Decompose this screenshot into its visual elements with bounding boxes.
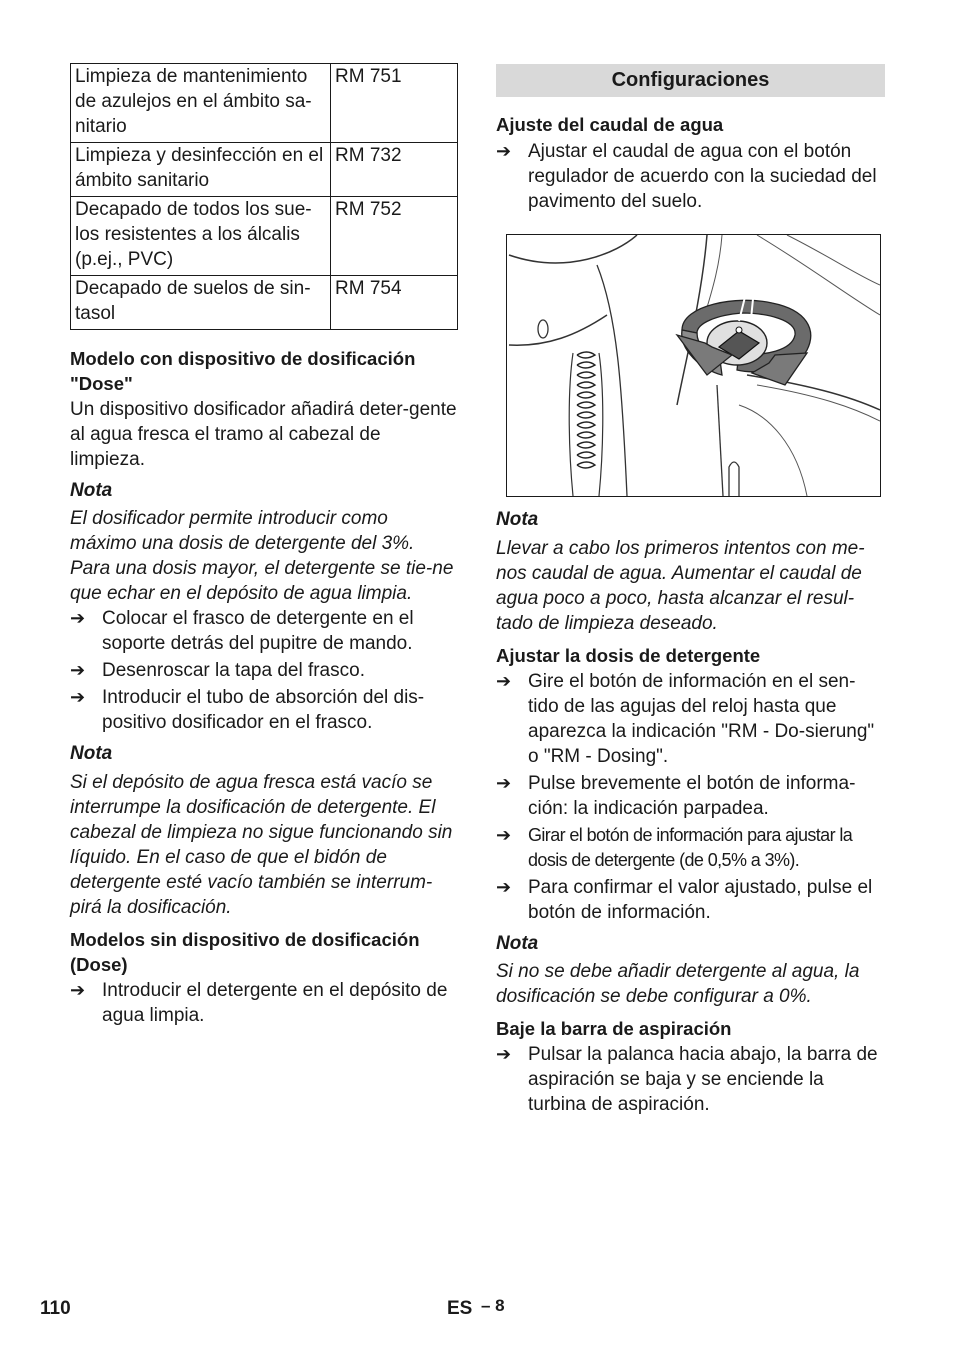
list-item: ➔ Desenroscar la tapa del frasco. — [70, 660, 365, 681]
table-cell-desc: Decapado de todos los sue-los resistentes a los álcalis (p.ej., PVC) — [71, 197, 331, 276]
arrow-icon: ➔ — [70, 660, 86, 680]
table-row — [71, 197, 458, 276]
dose-heading: Modelo con dispositivo de dosificación "Dose" — [70, 348, 416, 394]
step-list — [496, 1042, 885, 1117]
nodose-heading: Modelos sin dispositivo de dosificación (Dose) — [70, 929, 420, 975]
list-item: ➔ Gire el botón de información en el sen-tido de las agujas del reloj hasta que aparezca la indicación "RM - Do-sierung" o "RM - Dosing". — [496, 671, 875, 767]
list-item: ➔ Colocar el frasco de detergente en el soporte detrás del pupitre de mando. — [70, 608, 414, 654]
arrow-icon: ➔ — [496, 825, 512, 845]
section-number: – 8 — [481, 1296, 505, 1315]
table-cell-desc: Decapado de suelos de sin-tasol — [71, 276, 331, 330]
language-code: ES — [447, 1298, 473, 1319]
table-cell-code: RM 754 — [331, 276, 458, 330]
note-label: Nota — [70, 743, 113, 764]
note-text: Si no se debe añadir detergente al agua, la dosificación se debe configurar a 0%. — [496, 961, 860, 1007]
list-item: ➔ Introducir el detergente en el depósito de agua limpia. — [70, 980, 448, 1026]
arrow-icon: ➔ — [496, 1044, 512, 1064]
arrow-icon: ➔ — [70, 687, 86, 707]
bar-heading: Baje la barra de aspiración — [496, 1018, 732, 1039]
table-row — [71, 276, 458, 330]
step-list — [70, 978, 458, 1028]
regulator-drawing — [507, 235, 880, 496]
arrow-icon: ➔ — [496, 671, 512, 691]
table-cell-code: RM 752 — [331, 197, 458, 276]
table-cell-code: RM 732 — [331, 143, 458, 197]
section-title: Configuraciones — [496, 64, 885, 97]
note-label: Nota — [496, 509, 539, 530]
table-row — [71, 64, 458, 143]
arrow-icon: ➔ — [70, 608, 86, 628]
list-item: ➔ Pulsar la palanca hacia abajo, la barra de aspiración se baja y se enciende la turbina de aspiración. — [496, 1044, 878, 1115]
page-number: 110 — [40, 1298, 71, 1319]
list-item: ➔ Girar el botón de información para ajustar la dosis de detergente (de 0,5% a 3%). — [496, 825, 853, 870]
note-text: El dosificador permite introducir como máximo una dosis de detergente del 3%. Para una dosis mayor, el detergente se tie-ne que echar en el depósito de agua limpia. — [70, 508, 454, 604]
step-list — [70, 606, 458, 735]
list-item: ➔ Para confirmar el valor ajustado, pulse el botón de información. — [496, 877, 873, 923]
water-heading: Ajuste del caudal de agua — [496, 114, 724, 135]
arrow-icon: ➔ — [496, 877, 512, 897]
list-item: ➔ Pulse brevemente el botón de informa-ción: la indicación parpadea. — [496, 773, 856, 819]
note-label: Nota — [70, 480, 113, 501]
dose-text: Un dispositivo dosificador añadirá deter-gente al agua fresca el tramo al cabezal de limpieza. — [70, 399, 457, 470]
dose-adjust-heading: Ajustar la dosis de detergente — [496, 645, 761, 666]
detergent-table — [70, 63, 458, 330]
list-item: ➔ Ajustar el caudal de agua con el botón regulador de acuerdo con la suciedad del pavimento del suelo. — [496, 141, 877, 212]
arrow-icon: ➔ — [70, 980, 86, 1000]
table-cell-desc: Limpieza y desinfección en el ámbito sanitario — [71, 143, 331, 197]
step-list — [496, 669, 885, 925]
table-cell-desc: Limpieza de mantenimiento de azulejos en el ámbito sa-nitario — [71, 64, 331, 143]
arrow-icon: ➔ — [496, 773, 512, 793]
table-row — [71, 143, 458, 197]
step-list — [496, 139, 885, 214]
arrow-icon: ➔ — [496, 141, 512, 161]
note-text: Si el depósito de agua fresca está vacío se interrumpe la dosificación de detergente. El cabezal de limpieza no sigue funcionando sin líquido. En el caso de que el bidón de detergente esté vacío también se interrum-pirá la dosificación. — [70, 772, 453, 918]
note-text: Llevar a cabo los primeros intentos con me-nos caudal de agua. Aumentar el caudal de agua poco a poco, hasta alcanzar el resul-tado de limpieza deseado. — [496, 538, 865, 634]
note-label: Nota — [496, 933, 539, 954]
table-cell-code: RM 751 — [331, 64, 458, 143]
water-regulator-illustration — [506, 234, 881, 497]
list-item: ➔ Introducir el tubo de absorción del dis-positivo dosificador en el frasco. — [70, 687, 425, 733]
